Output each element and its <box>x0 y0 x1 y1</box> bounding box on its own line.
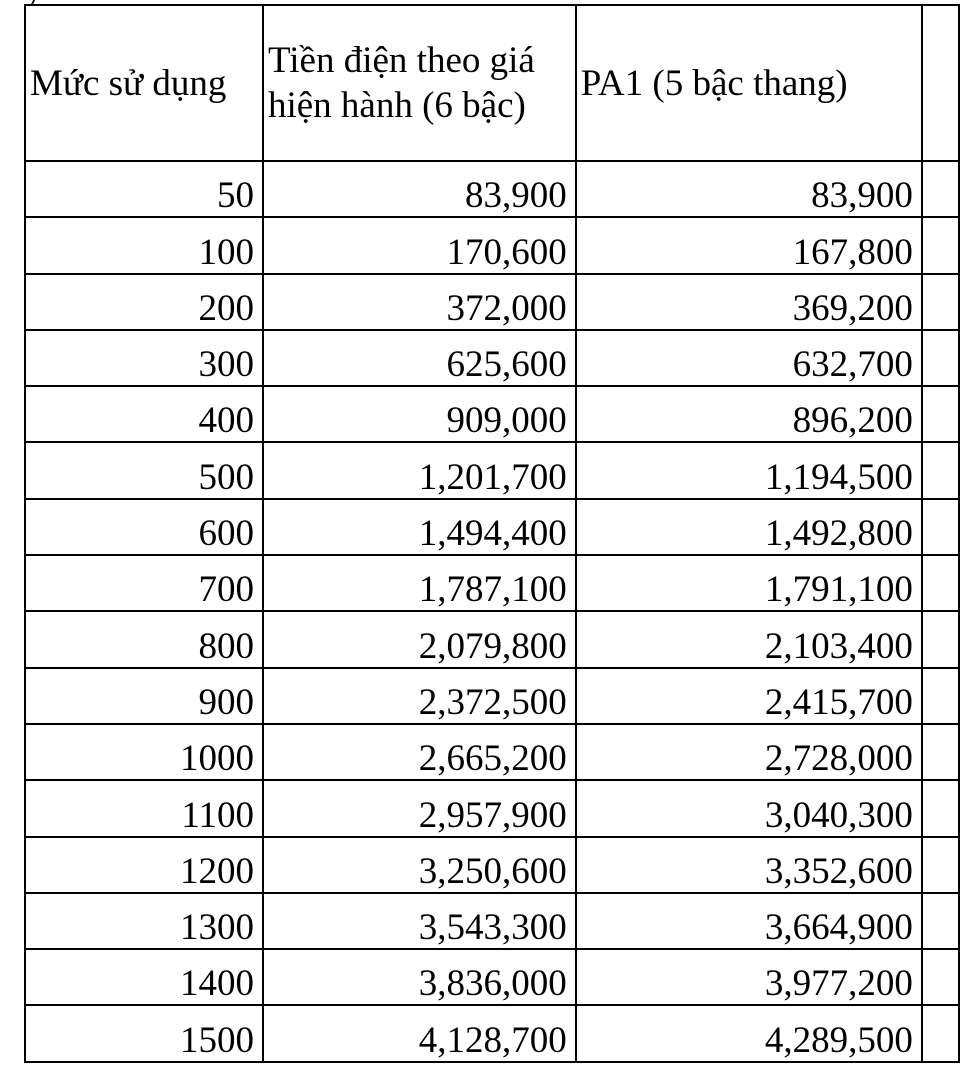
cell-pa1-price[interactable]: 167,800 <box>576 217 922 273</box>
cell-current-price[interactable]: 2,957,900 <box>263 780 576 836</box>
cell-usage[interactable]: 1300 <box>25 893 263 949</box>
table-row <box>25 724 959 780</box>
cell-cut-off <box>922 386 959 442</box>
cell-cut-off <box>922 780 959 836</box>
cell-cut-off <box>922 837 959 893</box>
cell-usage[interactable]: 500 <box>25 442 263 498</box>
table-row <box>25 949 959 1005</box>
cell-pa1-price[interactable]: 1,194,500 <box>576 442 922 498</box>
table-row <box>25 386 959 442</box>
table-row <box>25 274 959 330</box>
table-row <box>25 893 959 949</box>
table-row <box>25 555 959 611</box>
cell-cut-off <box>922 668 959 724</box>
cell-cut-off <box>922 217 959 273</box>
cell-usage[interactable]: 600 <box>25 499 263 555</box>
cell-cut-off <box>922 611 959 667</box>
table-row <box>25 217 959 273</box>
cell-current-price[interactable]: 3,250,600 <box>263 837 576 893</box>
cell-pa1-price[interactable]: 3,664,900 <box>576 893 922 949</box>
cell-usage[interactable]: 300 <box>25 330 263 386</box>
cell-usage[interactable]: 1500 <box>25 1005 263 1061</box>
cell-current-price[interactable]: 2,079,800 <box>263 611 576 667</box>
cell-usage[interactable]: 50 <box>25 161 263 217</box>
cell-usage[interactable]: 200 <box>25 274 263 330</box>
cell-usage[interactable]: 400 <box>25 386 263 442</box>
cell-pa1-price[interactable]: 896,200 <box>576 386 922 442</box>
cell-current-price[interactable]: 2,372,500 <box>263 668 576 724</box>
cell-cut-off <box>922 555 959 611</box>
cell-current-price[interactable]: 1,787,100 <box>263 555 576 611</box>
cell-cut-off <box>922 724 959 780</box>
cell-cut-off <box>922 1005 959 1061</box>
cell-pa1-price[interactable]: 1,492,800 <box>576 499 922 555</box>
cell-current-price[interactable]: 170,600 <box>263 217 576 273</box>
cell-cut-off <box>922 330 959 386</box>
cell-pa1-price[interactable]: 1,791,100 <box>576 555 922 611</box>
cell-pa1-price[interactable]: 2,728,000 <box>576 724 922 780</box>
cell-cut-off <box>922 442 959 498</box>
cell-cut-off <box>922 161 959 217</box>
cell-current-price[interactable]: 909,000 <box>263 386 576 442</box>
table-row <box>25 499 959 555</box>
cell-cut-off <box>922 499 959 555</box>
cell-usage[interactable]: 1100 <box>25 780 263 836</box>
cell-usage[interactable]: 100 <box>25 217 263 273</box>
cell-usage[interactable]: 1400 <box>25 949 263 1005</box>
header-row <box>25 5 959 161</box>
cell-pa1-price[interactable]: 3,977,200 <box>576 949 922 1005</box>
header-cut-off-column <box>922 5 959 161</box>
cell-pa1-price[interactable]: 632,700 <box>576 330 922 386</box>
cell-current-price[interactable]: 372,000 <box>263 274 576 330</box>
electricity-price-table <box>24 4 960 1063</box>
cell-current-price[interactable]: 4,128,700 <box>263 1005 576 1061</box>
cell-pa1-price[interactable]: 4,289,500 <box>576 1005 922 1061</box>
cell-cut-off <box>922 893 959 949</box>
cell-usage[interactable]: 800 <box>25 611 263 667</box>
cell-cut-off <box>922 949 959 1005</box>
cell-pa1-price[interactable]: 3,040,300 <box>576 780 922 836</box>
table-body <box>25 161 959 1062</box>
cell-current-price[interactable]: 83,900 <box>263 161 576 217</box>
cell-current-price[interactable]: 2,665,200 <box>263 724 576 780</box>
table-row <box>25 837 959 893</box>
cell-current-price[interactable]: 1,201,700 <box>263 442 576 498</box>
cell-cut-off <box>922 274 959 330</box>
cell-usage[interactable]: 700 <box>25 555 263 611</box>
header-usage-level: Mức sử dụng <box>25 5 263 161</box>
table-row <box>25 780 959 836</box>
cell-pa1-price[interactable]: 83,900 <box>576 161 922 217</box>
cell-current-price[interactable]: 625,600 <box>263 330 576 386</box>
header-current-price: Tiền điện theo giá hiện hành (6 bậc) <box>263 5 576 161</box>
header-pa1: PA1 (5 bậc thang) <box>576 5 922 161</box>
table-row <box>25 442 959 498</box>
cell-current-price[interactable]: 1,494,400 <box>263 499 576 555</box>
cell-pa1-price[interactable]: 3,352,600 <box>576 837 922 893</box>
cell-usage[interactable]: 1000 <box>25 724 263 780</box>
table-row <box>25 668 959 724</box>
cell-current-price[interactable]: 3,543,300 <box>263 893 576 949</box>
cell-pa1-price[interactable]: 2,103,400 <box>576 611 922 667</box>
table-row <box>25 1005 959 1061</box>
cell-pa1-price[interactable]: 369,200 <box>576 274 922 330</box>
cell-pa1-price[interactable]: 2,415,700 <box>576 668 922 724</box>
cell-current-price[interactable]: 3,836,000 <box>263 949 576 1005</box>
table-row <box>25 611 959 667</box>
table-row <box>25 330 959 386</box>
cell-usage[interactable]: 900 <box>25 668 263 724</box>
cell-usage[interactable]: 1200 <box>25 837 263 893</box>
table-row <box>25 161 959 217</box>
